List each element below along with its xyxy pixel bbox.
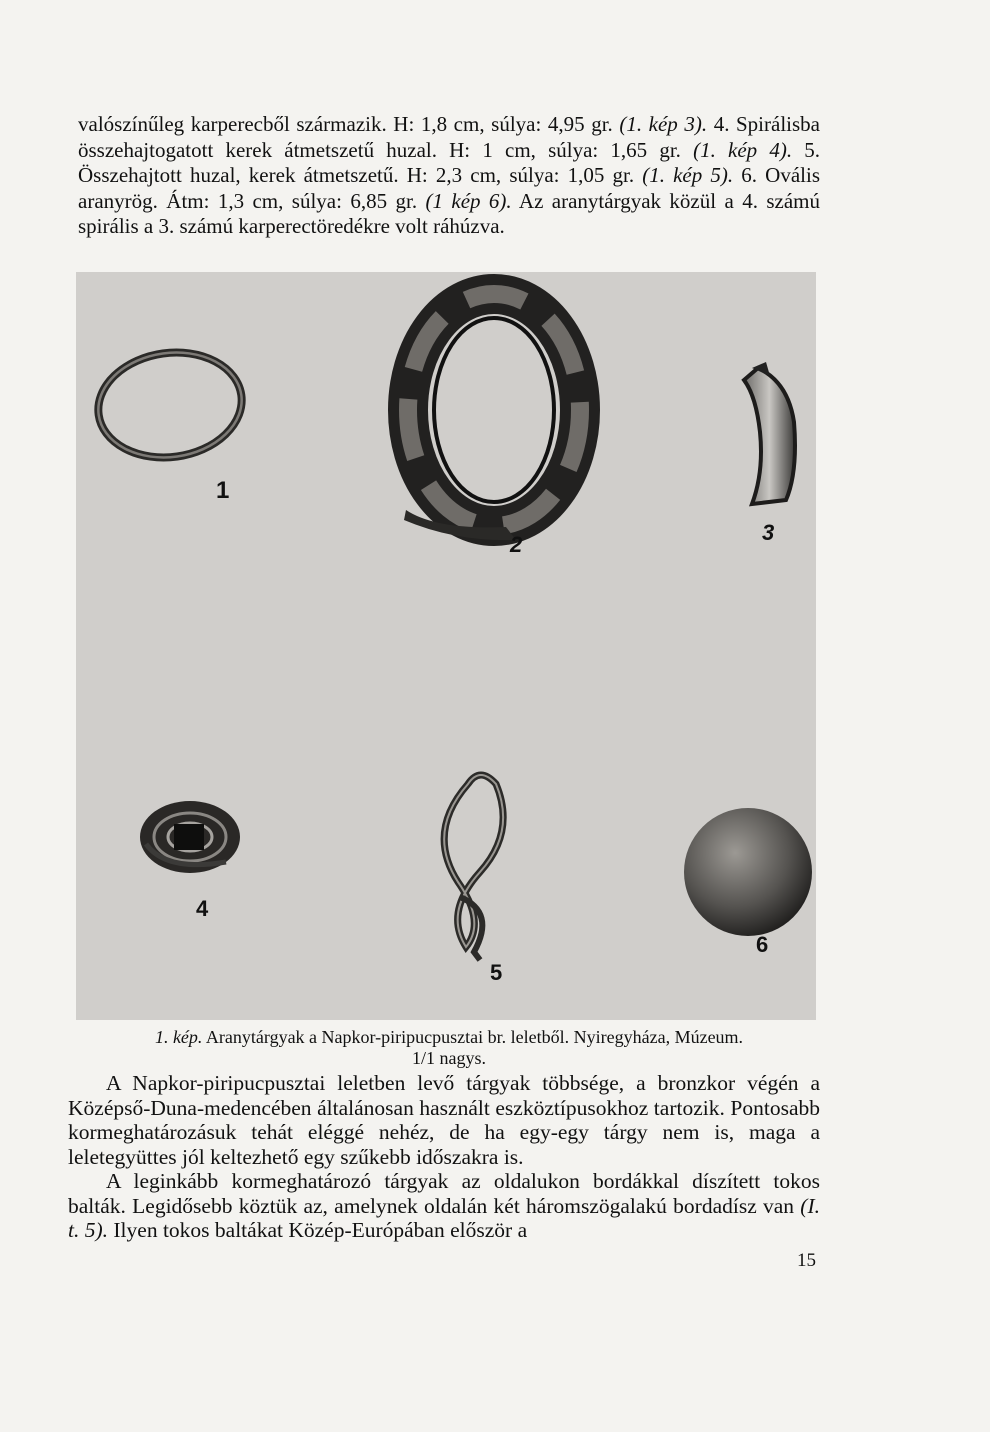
paragraph-2-text: A leginkább kormeghatározó tárgyak az oldalukon bordákkal díszített tokos balták. Legidősebb köztük az, amelynek oldalán két háromszögalakú bordadísz van — [68, 1169, 820, 1218]
intro-text-3: 5. Összehajtott huzal, kerek átmetszetű. H: 2,3 cm, súlya: 1,05 gr. — [78, 137, 821, 187]
caption-text: Aranytárgyak a Napkor-piripucpusztai br. leletből. Nyiregyháza, Múzeum. — [202, 1027, 744, 1047]
intro-text-2: 4. Spirálisba összehajtogatott kerek átmetszetű huzal. H: 1 cm, súlya: 1,65 gr. — [78, 112, 820, 162]
label-1: 1 — [216, 477, 230, 504]
paragraph-2-ref: (I. t. 5). — [68, 1193, 820, 1242]
figure-caption — [78, 1027, 820, 1069]
artifact-photo — [76, 272, 816, 1020]
label-2: 2 — [510, 532, 523, 557]
intro-ref-1: (1. kép 3). — [619, 112, 708, 136]
paragraph-2-tail: Ilyen tokos baltákat Közép-Európában először a — [108, 1218, 528, 1242]
caption-lead: 1. kép. — [154, 1027, 203, 1047]
intro-paragraph — [78, 112, 820, 240]
page-number: 15 — [797, 1250, 816, 1271]
artifact-wire-5 — [444, 775, 503, 960]
intro-text-4: 6. Ovális aranyrög. Átm: 1,3 cm, súlya: 6,85 gr. — [78, 163, 820, 213]
artifact-fragment-3 — [744, 362, 795, 504]
caption-scale: 1/1 nagys. — [412, 1048, 486, 1068]
artifact-nugget-6 — [684, 808, 812, 936]
photo-plate — [76, 272, 816, 1020]
intro-text-1: valószínűleg karperecből származik. H: 1,8 cm, súlya: 4,95 gr. — [78, 112, 620, 136]
intro-ref-4: (1 kép 6). — [425, 188, 512, 213]
paragraph-1: A Napkor-piripucpusztai leletben levő tárgyak többsége, a bronzkor végén a Középső-Duna-medencében általánosan használt eszköztípusokhoz tartozik. Pontosabb kormeghatározásuk tehát eléggé nehéz, de ha egy-egy tárgy nem is, maga a leletegyüttes jól keltezhető egy szűkebb időszakra is. — [68, 1071, 820, 1169]
artifact-spiral-4 — [140, 801, 240, 873]
label-6: 6 — [756, 932, 769, 957]
label-4: 4 — [196, 896, 209, 921]
intro-ref-3: (1. kép 5). — [642, 163, 734, 187]
paragraph-2 — [68, 1169, 820, 1243]
artifact-ring-1 — [91, 343, 248, 466]
label-5: 5 — [490, 960, 503, 985]
artifact-bracelet-2 — [404, 294, 580, 540]
body-text — [68, 1071, 820, 1243]
intro-ref-2: (1. kép 4). — [693, 137, 793, 162]
label-3: 3 — [762, 520, 775, 545]
intro-text-5: Az aranytárgyak közül a 4. számú spirális a 3. számú karperectöredékre volt ráhúzva. — [78, 188, 820, 238]
